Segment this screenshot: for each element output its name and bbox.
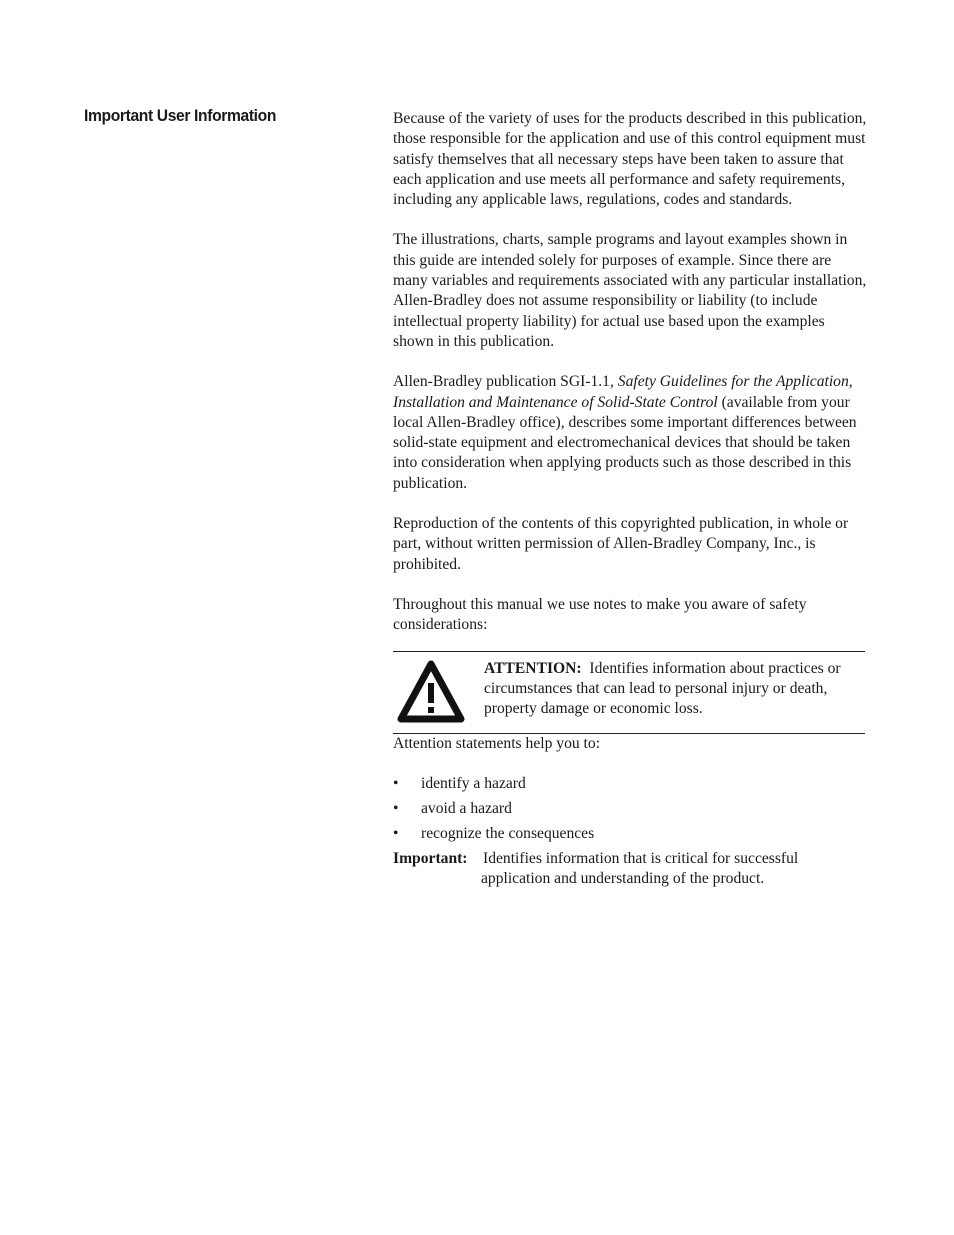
list-item: • avoid a hazard xyxy=(393,799,869,819)
important-note xyxy=(393,849,869,890)
warning-triangle-icon xyxy=(397,659,465,725)
important-label: Important: xyxy=(393,849,468,867)
paragraph-reproduction: Reproduction of the contents of this copyrighted publication, in whole or part, without written permission of Allen-Bradley Company, Inc., is prohibited. xyxy=(393,515,849,573)
list-item: • identify a hazard xyxy=(393,774,869,794)
list-item: • recognize the consequences xyxy=(393,824,869,844)
paragraph-safety-guidelines xyxy=(393,372,869,494)
paragraph-variety-of-uses: Because of the variety of uses for the products described in this publication, those responsible for the application and use of this control equipment must satisfy themselves that all necessary steps have been taken to assure that each application and use meets all performance and safety requirements, including any applicable laws, regulations, codes and standards. xyxy=(393,110,867,209)
attention-statements-intro: Attention statements help you to: xyxy=(393,734,601,752)
paragraph-illustrations: The illustrations, charts, sample programs and layout examples shown in this guide are intended solely for purposes of example. Since there are many variables and requirements associated with any particular installation, Allen-Bradley does not assume responsibility or liability (to include intellectual property liability) for actual use based upon the examples shown in this publication. xyxy=(393,231,867,350)
paragraph-safety-notes: Throughout this manual we use notes to make you aware of safety considerations: xyxy=(393,595,807,634)
safety-guidelines-prefix: Allen-Bradley publication SGI-1.1, xyxy=(393,373,618,391)
safety-guidelines-title: Safety Guidelines for the Application, Installation and Maintenance of Solid-State Control xyxy=(393,373,853,411)
main-content xyxy=(393,109,869,909)
safety-guidelines-suffix: (available from your local Allen-Bradley office), describes some important differences between solid-state equipment and electromechanical devices that should be taken into consideration when applying products such as those described in this publication. xyxy=(393,393,857,492)
attention-text xyxy=(484,659,864,720)
attention-description: Identifies information about practices or circumstances that can lead to personal injury or death, property damage or economic loss. xyxy=(484,659,841,718)
important-text: Identifies information that is critical for successful application and understanding of the product. xyxy=(481,849,799,888)
section-heading: Important User Information xyxy=(84,106,277,125)
attention-bullet-list xyxy=(393,774,869,844)
attention-box xyxy=(393,651,865,734)
attention-label: ATTENTION: xyxy=(484,659,582,677)
